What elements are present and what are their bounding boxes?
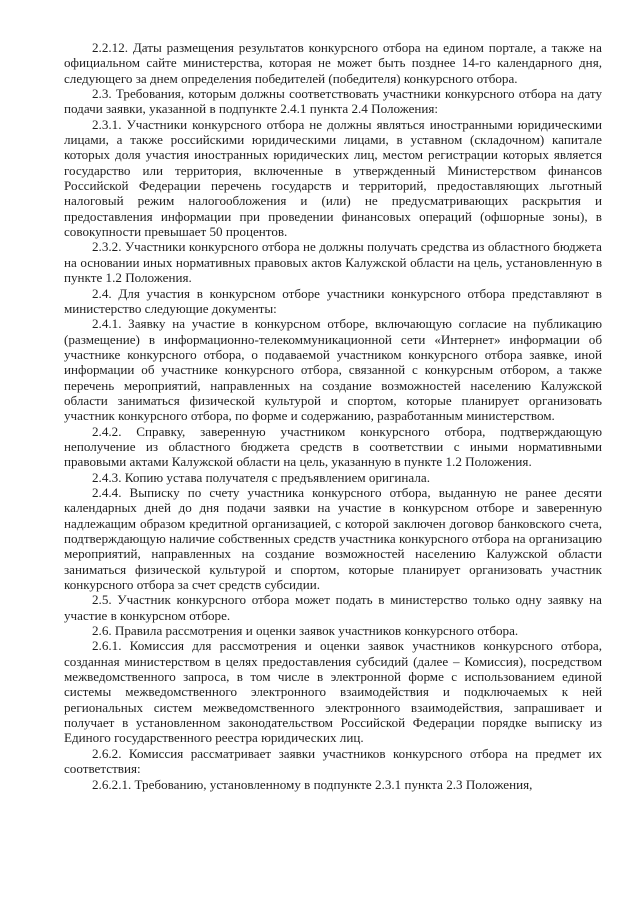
- paragraph-2-3: 2.3. Требования, которым должны соответствовать участники конкурсного отбора на дату подачи заявки, указанной в подпункте 2.4.1 пункта 2.4 Положения:: [64, 86, 602, 117]
- paragraph-2-4-4: 2.4.4. Выписку по счету участника конкурсного отбора, выданную не ранее десяти календарных дней до дня подачи заявки на участие в конкурсном отборе и заверенную надлежащим образом кредитной организацией, с которой заключен договор банковского счета, подтверждающую наличие собственных средств участника конкурсного отбора на организацию мероприятий, направленных на создание возможностей населению Калужской области заниматься физической культурой и спортом, которые планирует организовать участник конкурсного отбора за счет средств субсидии.: [64, 484, 602, 593]
- paragraph-2-6-2: 2.6.2. Комиссия рассматривает заявки участников конкурсного отбора на предмет их соответствия:: [64, 745, 602, 777]
- paragraph-2-4-3: 2.4.3. Копию устава получателя с предъявлением оригинала.: [92, 469, 430, 485]
- paragraph-2-4: 2.4. Для участия в конкурсном отборе участники конкурсного отбора представляют в министерство следующие документы:: [64, 285, 602, 316]
- paragraph-2-4-1: 2.4.1. Заявку на участие в конкурсном отборе, включающую согласие на публикацию (размещение) в информационно-телекоммуникационной сети «Интернет» информации об участнике конкурсного отбора, о подаваемой участником конкурсного отбора заявке, иной информации об участнике конкурсного отбора, связанной с конкурсным отбором, а также перечень мероприятий, направленных на создание возможностей населению Калужской области заниматься физической культурой и спортом, которые планирует организовать участник конкурсного отбора, по форме и содержанию, разработанным министерством.: [64, 316, 602, 424]
- paragraph-2-6-2-1: 2.6.2.1. Требованию, установленному в подпункте 2.3.1 пункта 2.3 Положения,: [92, 776, 533, 792]
- paragraph-2-6-1: 2.6.1. Комиссия для рассмотрения и оценки заявок участников конкурсного отбора, созданная министерством в целях предоставления субсидий (далее – Комиссия), посредством межведомственного запроса, в том числе в электронной форме с использованием единой системы межведомственного электронного взаимодействия и подключаемых к ней региональных систем межведомственного электронного взаимодействия, запрашивает и получает в установленном законодательством Российской Федерации порядке выписку из Единого государственного реестра юридических лиц.: [64, 638, 602, 746]
- paragraph-2-2-12: 2.2.12. Даты размещения результатов конкурсного отбора на едином портале, а также на официальном сайте министерства, которая не может быть позднее 14-го календарного дня, следующего за днем определения победителей (победителя) конкурсного отбора.: [64, 40, 602, 86]
- paragraph-2-3-2: 2.3.2. Участники конкурсного отбора не должны получать средства из областного бюджета на основании иных нормативных правовых актов Калужской области на цель, установленную в пункте 1.2 Положения.: [64, 239, 602, 286]
- paragraph-2-3-1: 2.3.1. Участники конкурсного отбора не должны являться иностранными юридическими лицами, а также российскими юридическими лицами, в уставном (складочном) капитале которых доля участия иностранных юридических лиц, местом регистрации которых является государство или территория, включенные в утвержденный Министерством финансов Российской Федерации перечень государств и территорий, предоставляющих льготный налоговый режим налогообложения и (или) не предусматривающих раскрытия и предоставления информации при проведении финансовых операций (офшорные зоны), в совокупности превышает 50 процентов.: [64, 116, 602, 240]
- paragraph-2-4-2: 2.4.2. Справку, заверенную участником конкурсного отбора, подтверждающую неполучение из областного бюджета средств в соответствии с иными нормативными правовыми актами Калужской области на цель, указанную в пункте 1.2 Положения.: [64, 423, 602, 470]
- paragraph-2-5: 2.5. Участник конкурсного отбора может подать в министерство только одну заявку на участие в конкурсном отборе.: [64, 592, 602, 623]
- document-page: [64, 40, 602, 792]
- paragraph-2-6: 2.6. Правила рассмотрения и оценки заявок участников конкурсного отбора.: [92, 623, 519, 639]
